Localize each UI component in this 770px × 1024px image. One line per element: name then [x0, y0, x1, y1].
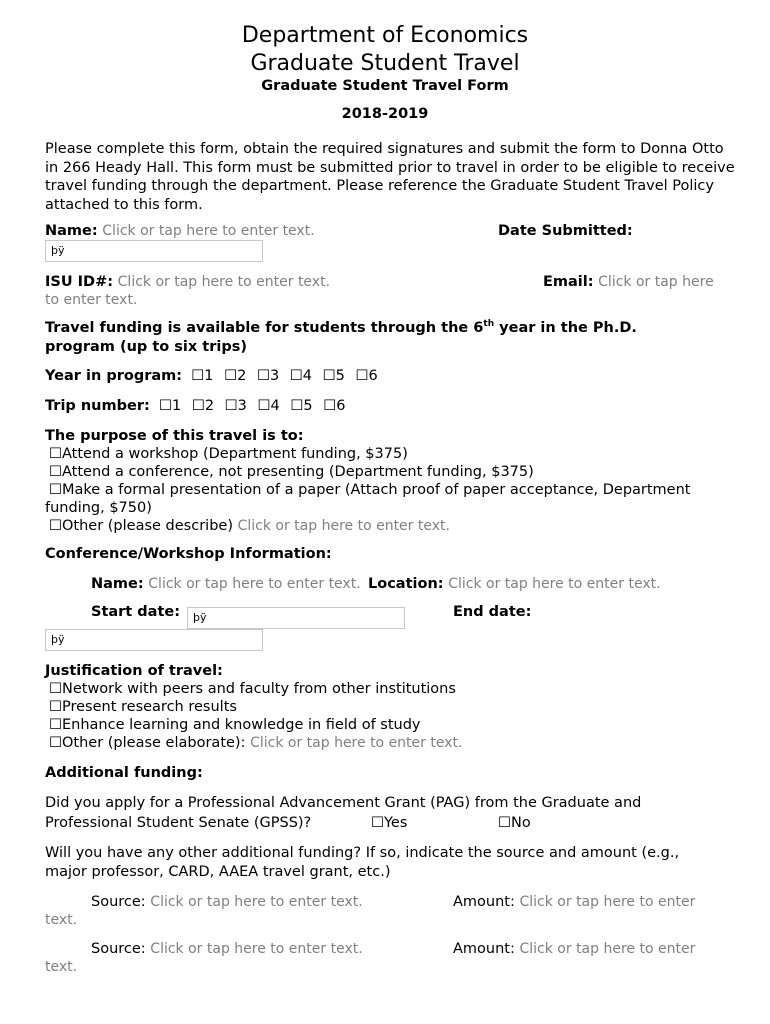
pag-question-continued: Professional Student Senate (GPSS)?: [45, 815, 312, 831]
year-option-5[interactable]: [323, 368, 345, 384]
date-submitted-label: Date Submitted:: [498, 223, 633, 239]
purpose-heading: The purpose of this travel is to:: [45, 428, 304, 444]
trip-option-label: 6: [336, 398, 346, 414]
trip-number-label: Trip number:: [45, 398, 150, 414]
trip-option-4[interactable]: [258, 398, 280, 414]
checkbox-icon: ☐: [49, 464, 62, 480]
checkbox-icon: ☐: [49, 446, 62, 462]
checkbox-icon: ☐: [158, 398, 172, 414]
conference-name-row: [91, 576, 361, 592]
justification-research-option[interactable]: [49, 699, 237, 715]
email-row: [543, 274, 714, 290]
checkbox-icon: ☐: [290, 398, 304, 414]
checkbox-icon: ☐: [498, 815, 511, 831]
checkbox-icon: ☐: [289, 368, 303, 384]
isu-row: [45, 274, 330, 290]
trip-option-5[interactable]: [290, 398, 312, 414]
conference-name-label: Name:: [91, 576, 144, 592]
funding-note-post: year in the Ph.D.: [494, 319, 637, 336]
checkbox-icon: ☐: [49, 717, 62, 733]
purpose-other-input[interactable]: Click or tap here to enter text.: [237, 518, 450, 534]
year-option-label: 5: [335, 368, 345, 384]
funding-note-sup: th: [483, 319, 495, 329]
pag-no-label: No: [511, 815, 531, 831]
amount-row-1: [453, 894, 695, 910]
name-row: [45, 223, 315, 239]
source-row-2: [91, 941, 363, 957]
conference-location-row: [368, 576, 661, 592]
purpose-workshop-option[interactable]: [49, 446, 408, 462]
purpose-presentation-option[interactable]: [49, 482, 690, 498]
purpose-conference-label: Attend a conference, not presenting (Department funding, $375): [62, 464, 534, 480]
pag-no-option[interactable]: [498, 815, 531, 831]
pag-question: Did you apply for a Professional Advancement Grant (PAG) from the Graduate and: [45, 795, 642, 811]
year-option-1[interactable]: [191, 368, 213, 384]
checkbox-icon: ☐: [49, 681, 62, 697]
year-option-label: 1: [204, 368, 214, 384]
justification-network-label: Network with peers and faculty from other institutions: [62, 681, 456, 697]
amount-input-2-continued[interactable]: text.: [45, 959, 78, 975]
checkbox-icon: ☐: [49, 518, 62, 534]
checkbox-icon: ☐: [224, 398, 238, 414]
email-label: Email:: [543, 274, 594, 290]
justification-research-label: Present research results: [62, 699, 237, 715]
year-option-label: 2: [237, 368, 247, 384]
checkbox-icon: ☐: [256, 368, 270, 384]
source-label: Source:: [91, 941, 146, 957]
purpose-presentation-label-continued: funding, $750): [45, 500, 152, 516]
checkbox-icon: ☐: [49, 482, 62, 498]
checkbox-icon: ☐: [371, 815, 384, 831]
purpose-other-option[interactable]: [49, 518, 233, 534]
checkbox-icon: ☐: [257, 398, 271, 414]
travel-title: Graduate Student Travel: [250, 51, 520, 76]
name-input[interactable]: Click or tap here to enter text.: [102, 223, 315, 239]
source-row-1: [91, 894, 363, 910]
justification-other-row: [49, 735, 462, 751]
year-in-program-label: Year in program:: [45, 368, 183, 384]
end-date-label: End date:: [453, 604, 532, 620]
amount-input-2[interactable]: Click or tap here to enter: [519, 941, 696, 957]
conference-heading: Conference/Workshop Information:: [45, 546, 332, 562]
form-year: 2018-2019: [341, 106, 429, 122]
checkbox-icon: ☐: [224, 368, 238, 384]
year-option-4[interactable]: [290, 368, 312, 384]
isu-label: ISU ID#:: [45, 274, 114, 290]
date-submitted-input[interactable]: þÿ: [45, 240, 263, 262]
justification-other-option[interactable]: [49, 735, 245, 751]
department-title: Department of Economics: [241, 23, 529, 48]
trip-option-3[interactable]: [225, 398, 247, 414]
conference-location-input[interactable]: Click or tap here to enter text.: [448, 576, 661, 592]
trip-number-row: [45, 398, 351, 414]
year-in-program-row: [45, 368, 384, 384]
checkbox-icon: ☐: [191, 398, 205, 414]
justification-learning-label: Enhance learning and knowledge in field of study: [62, 717, 421, 733]
year-option-2[interactable]: [224, 368, 246, 384]
checkbox-icon: ☐: [191, 368, 205, 384]
checkbox-icon: ☐: [322, 368, 336, 384]
year-option-label: 6: [368, 368, 378, 384]
pag-yes-option[interactable]: [371, 815, 407, 831]
email-input-continued[interactable]: to enter text.: [45, 292, 138, 308]
email-input[interactable]: Click or tap here: [598, 274, 714, 290]
year-option-label: 4: [302, 368, 313, 384]
start-date-input[interactable]: þÿ: [187, 607, 405, 629]
conference-location-label: Location:: [368, 576, 444, 592]
source-label: Source:: [91, 894, 146, 910]
justification-learning-option[interactable]: [49, 717, 421, 733]
other-funding-question: Will you have any other additional funding? If so, indicate the source and amount (e.g.,: [45, 845, 680, 861]
amount-input-1-continued[interactable]: text.: [45, 912, 78, 928]
trip-option-6[interactable]: [323, 398, 345, 414]
year-option-3[interactable]: [257, 368, 279, 384]
end-date-input[interactable]: þÿ: [45, 629, 263, 651]
amount-label: Amount:: [453, 894, 515, 910]
additional-funding-heading: Additional funding:: [45, 765, 203, 781]
trip-option-2[interactable]: [192, 398, 214, 414]
checkbox-icon: ☐: [355, 368, 369, 384]
isu-input[interactable]: Click or tap here to enter text.: [117, 274, 331, 290]
year-option-label: 3: [269, 368, 280, 384]
purpose-other-row: [49, 518, 450, 534]
year-option-6[interactable]: [355, 368, 377, 384]
start-date-label: Start date:: [91, 604, 181, 620]
purpose-conference-option[interactable]: [49, 464, 534, 480]
funding-note-line2: program (up to six trips): [45, 339, 247, 355]
justification-network-option[interactable]: [49, 681, 456, 697]
purpose-other-label: Other (please describe): [62, 518, 233, 534]
justification-heading: Justification of travel:: [45, 663, 223, 679]
trip-option-label: 5: [303, 398, 313, 414]
trip-option-1[interactable]: [159, 398, 181, 414]
pag-yes-label: Yes: [384, 815, 408, 831]
trip-option-label: 2: [204, 398, 215, 414]
justification-other-input[interactable]: Click or tap here to enter text.: [250, 735, 463, 751]
purpose-presentation-label: Make a formal presentation of a paper (Attach proof of paper acceptance, Department: [62, 482, 691, 498]
amount-label: Amount:: [453, 941, 515, 957]
checkbox-icon: ☐: [49, 735, 62, 751]
conference-name-input[interactable]: Click or tap here to enter text.: [148, 576, 361, 592]
trip-option-label: 3: [237, 398, 247, 414]
other-funding-question-continued: major professor, CARD, AAEA travel grant, etc.): [45, 864, 391, 880]
justification-other-label: Other (please elaborate):: [62, 735, 246, 751]
trip-option-label: 1: [171, 398, 182, 414]
purpose-workshop-label: Attend a workshop (Department funding, $375): [62, 446, 408, 462]
name-label: Name:: [45, 223, 98, 239]
checkbox-icon: ☐: [323, 398, 337, 414]
amount-row-2: [453, 941, 695, 957]
funding-note: [45, 319, 637, 336]
trip-option-label: 4: [270, 398, 280, 414]
funding-note-pre: Travel funding is available for students through the 6: [45, 319, 484, 336]
source-input-2[interactable]: Click or tap here to enter text.: [150, 941, 363, 957]
amount-input-1[interactable]: Click or tap here to enter: [519, 894, 696, 910]
intro-paragraph: Please complete this form, obtain the required signatures and submit the form to Donna Otto in 266 Heady Hall. This form must be submitted prior to travel in order to be eligible to receive travel funding through the department. Please reference the Graduate Student Travel Policy attached to this form.: [45, 141, 735, 213]
source-input-1[interactable]: Click or tap here to enter text.: [150, 894, 363, 910]
form-title: Graduate Student Travel Form: [261, 78, 509, 94]
checkbox-icon: ☐: [49, 699, 62, 715]
